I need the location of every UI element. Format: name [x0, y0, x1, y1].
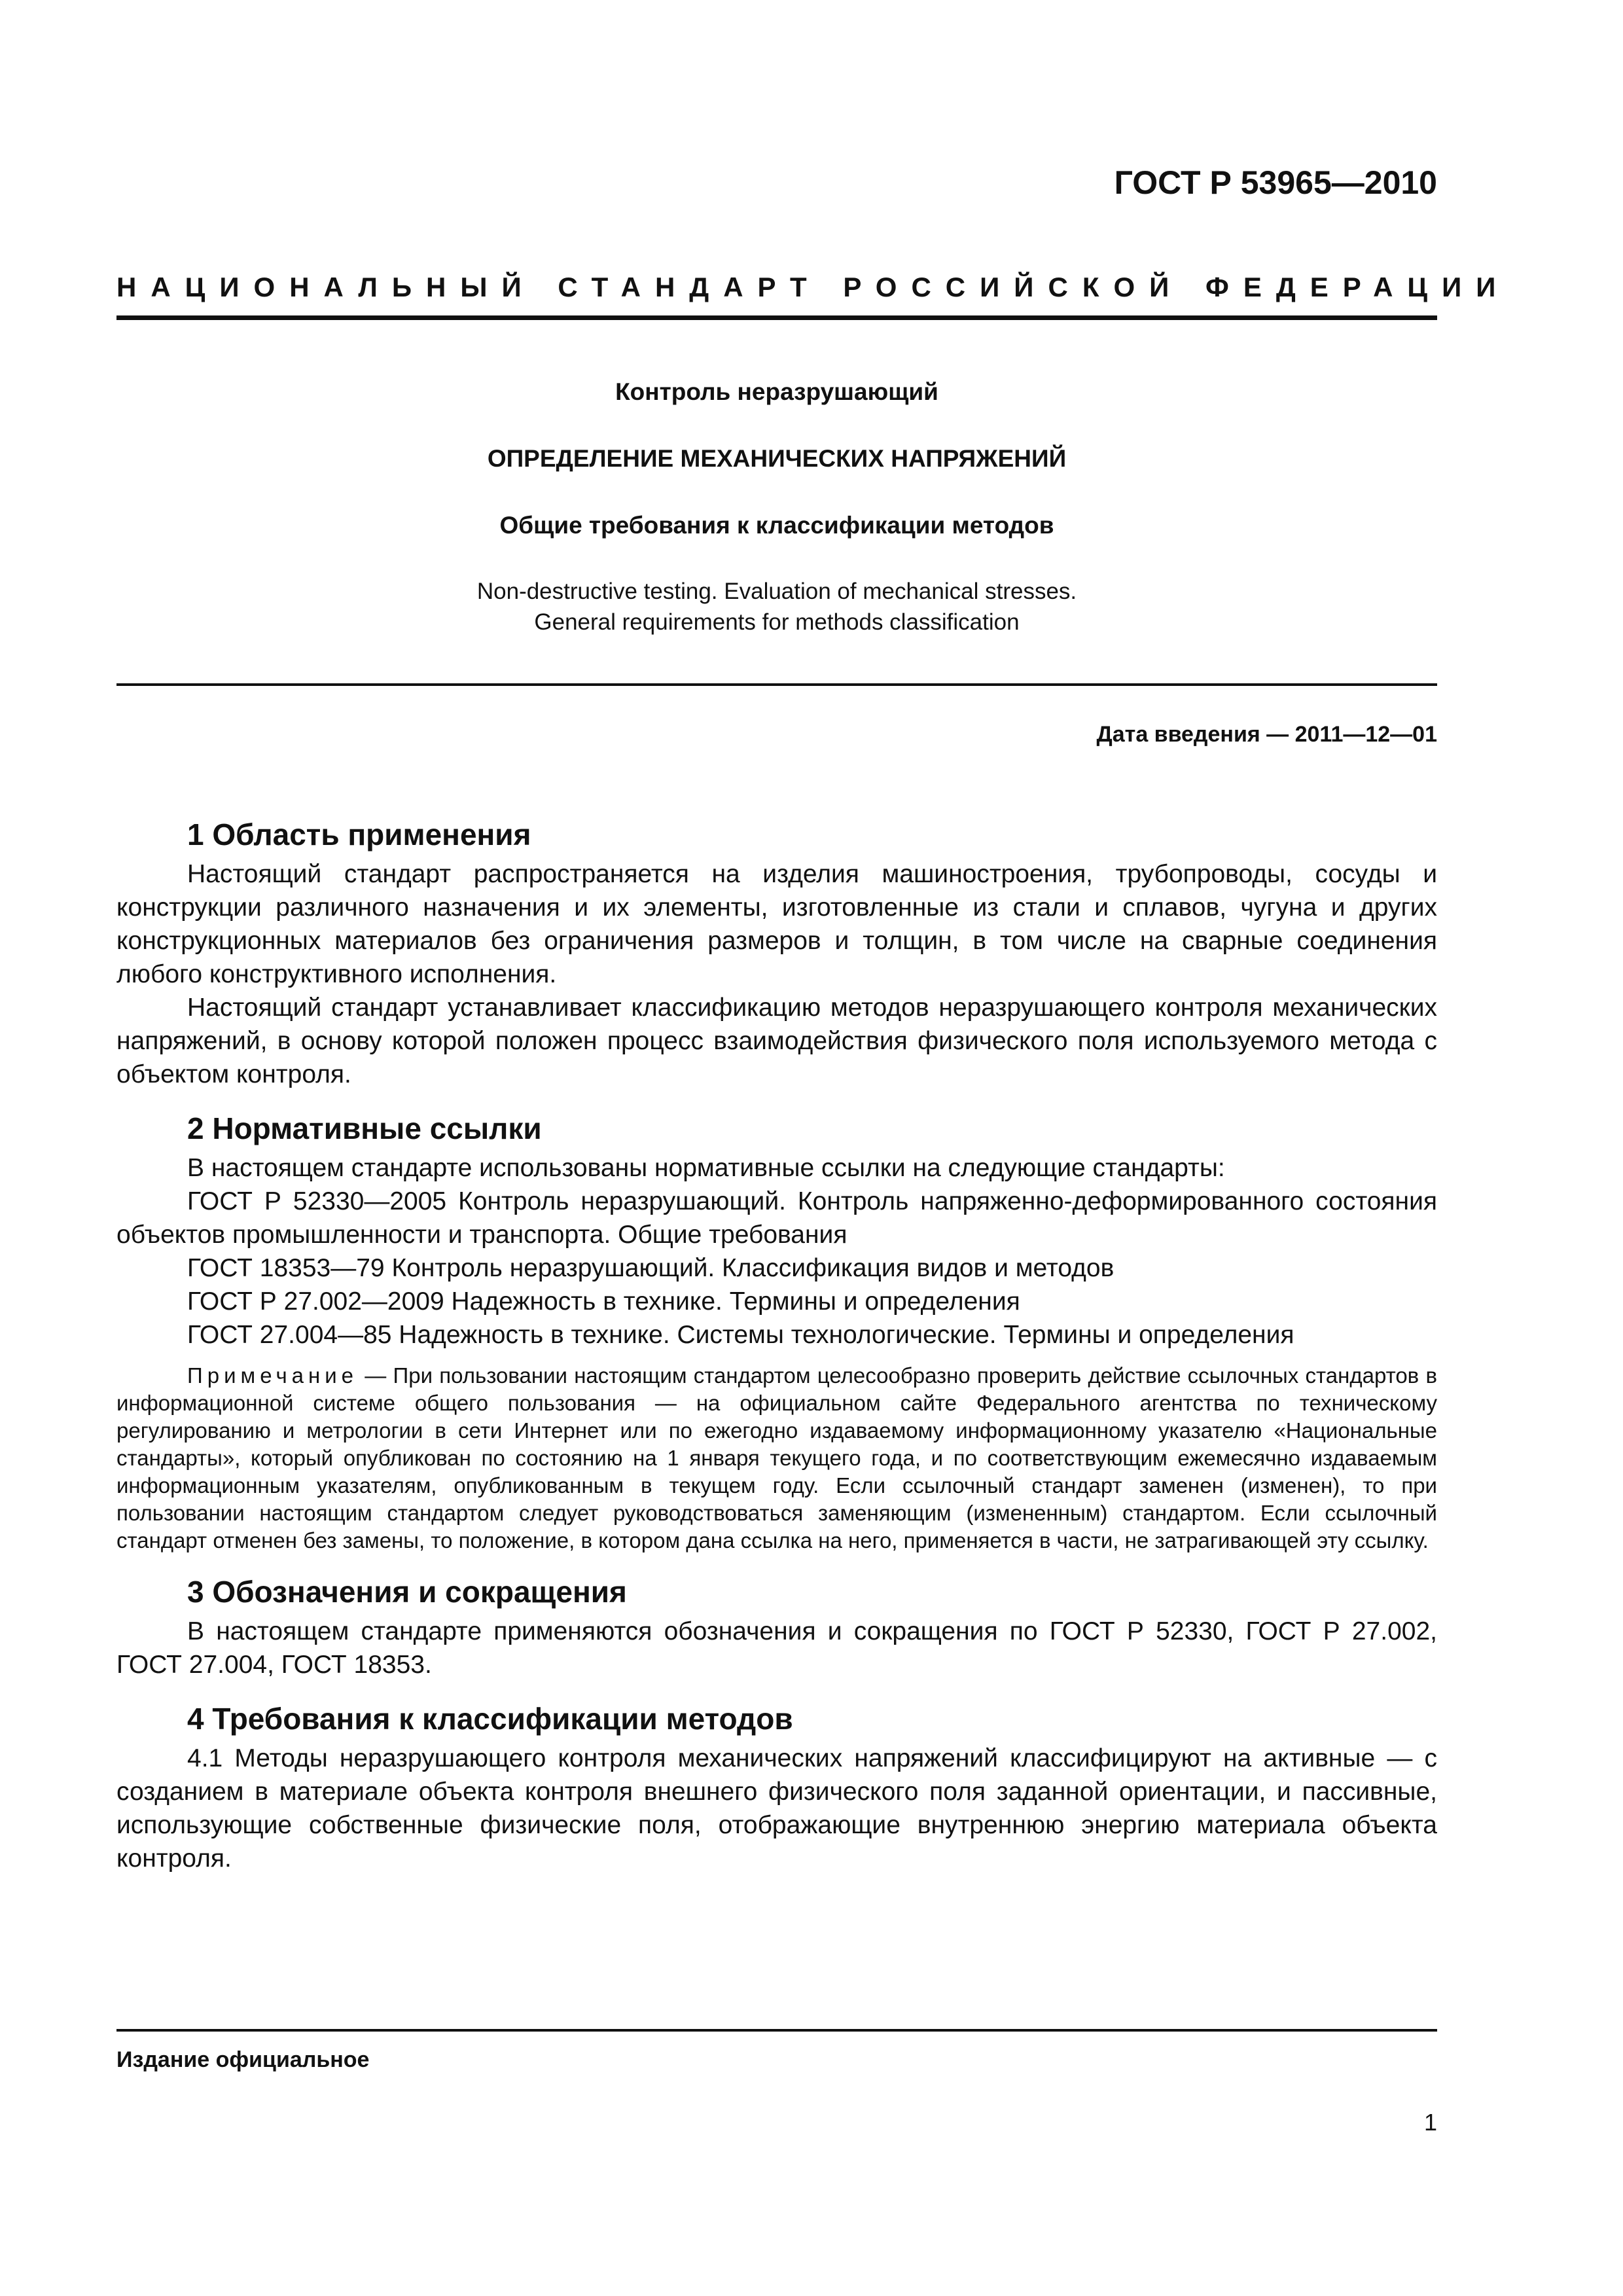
section-2-heading: 2 Нормативные ссылки	[187, 1111, 542, 1145]
title-ru-main: ОПРЕДЕЛЕНИЕ МЕХАНИЧЕСКИХ НАПРЯЖЕНИЙ	[487, 445, 1067, 472]
note-text: — При пользовании настоящим стандартом целесообразно проверить действие ссылочных стандартов в информационной системе общего пользования — на официальном сайте Федерального агентства по техническому регулированию и метрологии в сети Интернет или по ежегодно издаваемому информационному указателю «Национальные стандарты», который опубликован по состоянию на 1 января текущего года, и по соответствующим ежемесячно издаваемым информационным указателям, опубликованным в текущем году. Если ссылочный стандарт заменен (изменен), то при пользовании настоящим стандартом следует руководствоваться заменяющим (измененным) стандартом. Если ссылочный стандарт отменен без замены, то положение, в котором дана ссылка на него, применяется в части, не затрагивающей эту ссылку.	[116, 1363, 1437, 1552]
title-ru-subtitle: Контроль неразрушающий	[615, 378, 938, 405]
section-2-intro: В настоящем стандарте использованы нормативные ссылки на следующие стандарты:	[187, 1154, 1225, 1182]
page-number: 1	[1423, 2109, 1437, 2136]
title-en-line-2: General requirements for methods classification	[534, 609, 1020, 635]
section-1-heading: 1 Область применения	[187, 817, 531, 852]
section-4-heading: 4 Требования к классификации методов	[187, 1702, 793, 1736]
introduction-date: Дата введения — 2011—12—01	[1096, 722, 1437, 747]
title-en	[116, 576, 1437, 637]
section-2-note	[116, 1362, 1437, 1554]
section-3-heading: 3 Обозначения и сокращения	[187, 1575, 627, 1609]
section-4-paragraph-1: 4.1 Методы неразрушающего контроля механических напряжений классифицируют на активные — с созданием в материале объекта контроля внешнего физического поля заданной ориентации, и пассивные, использующие собственные физические поля, отображающие внутреннюю энергию материала объекта контроля.	[116, 1744, 1437, 1873]
title-en-line-1: Non-destructive testing. Evaluation of mechanical stresses.	[476, 579, 1077, 604]
reference-2: ГОСТ 18353—79 Контроль неразрушающий. Классификация видов и методов	[187, 1254, 1115, 1282]
reference-3: ГОСТ Р 27.002—2009 Надежность в технике. Термины и определения	[187, 1287, 1020, 1316]
note-label: Примечание	[187, 1363, 359, 1388]
national-standard-banner: НАЦИОНАЛЬНЫЙ СТАНДАРТ РОССИЙСКОЙ ФЕДЕРАЦИИ	[116, 272, 1510, 302]
reference-1: ГОСТ Р 52330—2005 Контроль неразрушающий. Контроль напряженно-деформированного состояния объектов промышленности и транспорта. Общие требования	[116, 1187, 1437, 1249]
document-page	[116, 0, 1510, 2296]
header-rule	[116, 315, 1437, 320]
document-number: ГОСТ Р 53965—2010	[1114, 164, 1437, 201]
title-ru-subtitle-2: Общие требования к классификации методов	[499, 512, 1054, 539]
title-rule	[116, 683, 1437, 686]
edition-label: Издание официальное	[116, 2047, 370, 2072]
reference-4: ГОСТ 27.004—85 Надежность в технике. Системы технологические. Термины и определения	[187, 1321, 1294, 1349]
section-1-paragraph-2: Настоящий стандарт устанавливает классификацию методов неразрушающего контроля механических напряжений, в основу которой положен процесс взаимодействия физического поля используемого метода с объектом контроля.	[116, 994, 1437, 1088]
section-3-paragraph-1: В настоящем стандарте применяются обозначения и сокращения по ГОСТ Р 52330, ГОСТ Р 27.002, ГОСТ 27.004, ГОСТ 18353.	[116, 1617, 1437, 1679]
section-1-paragraph-1: Настоящий стандарт распространяется на изделия машиностроения, трубопроводы, сосуды и конструкции различного назначения и их элементы, изготовленные из стали и сплавов, чугуна и других конструкционных материалов без ограничения размеров и толщин, в том числе на сварные соединения любого конструктивного исполнения.	[116, 860, 1437, 988]
document-body	[116, 812, 1437, 1875]
footer-rule	[116, 2029, 1437, 2032]
